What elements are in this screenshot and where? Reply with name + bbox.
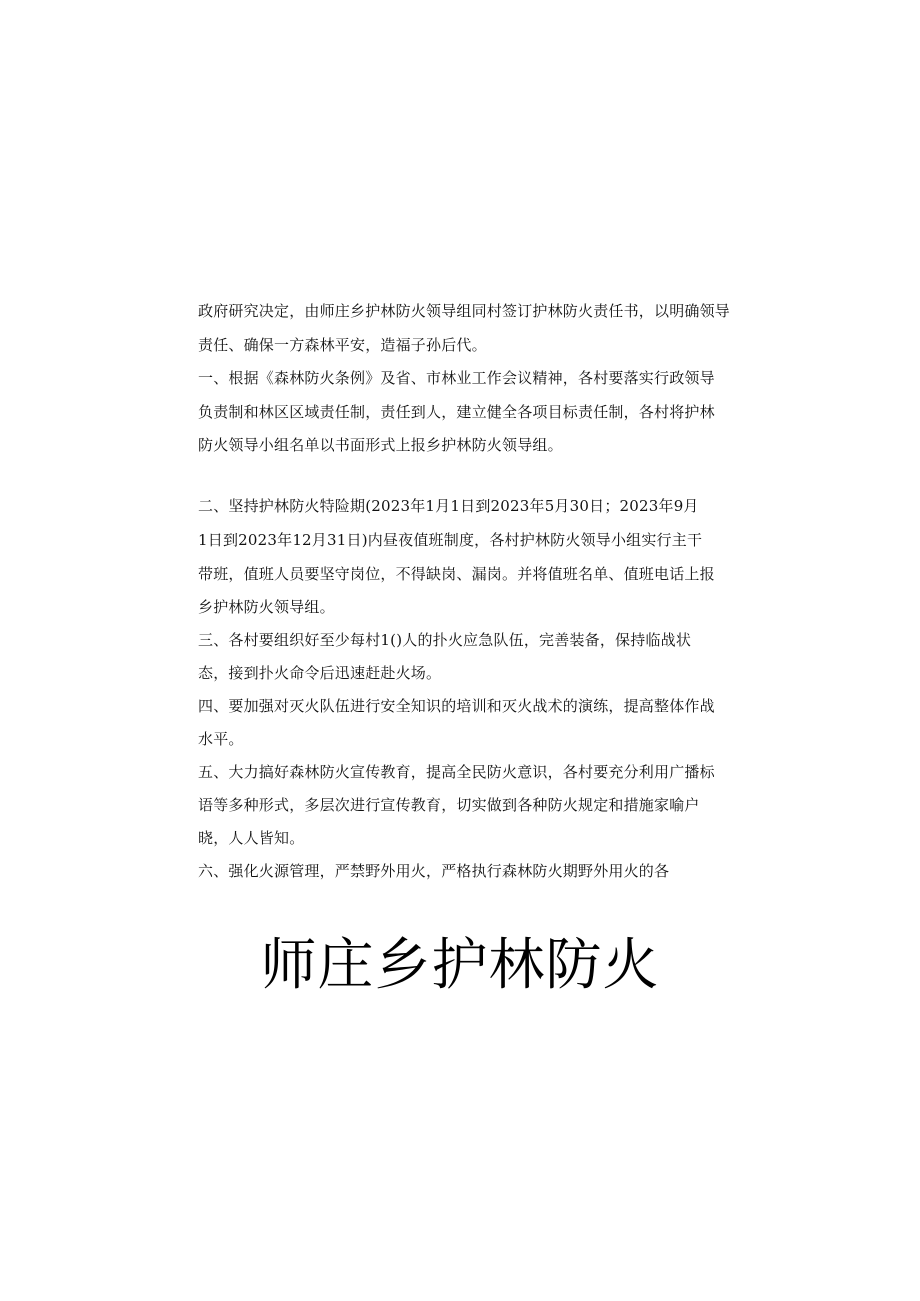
- body-line: 乡护林防火领导组。: [198, 598, 335, 616]
- body-line: 责任、确保一方森林平安，造福子孙后代。: [198, 336, 487, 354]
- body-line: 语等多种形式，多层次进行宣传教育，切实做到各种防火规定和措施家喻户: [198, 796, 700, 814]
- body-line: 态，接到扑火命令后迅速赶赴火场。: [198, 664, 442, 682]
- body-line: 防火领导小组名单以书面形式上报乡护林防火领导组。: [198, 436, 563, 454]
- body-line: 六、强化火源管理，严禁野外用火，严格执行森林防火期野外用火的各: [198, 862, 670, 880]
- body-line: 四、要加强对灭火队伍进行安全知识的培训和灭火战术的演练，提高整体作战: [198, 697, 715, 715]
- document-title: 师庄乡护林防火: [260, 933, 660, 998]
- body-line: 政府研究决定，由师庄乡护林防火领导组同村签订护林防火责任书，以明确领导: [198, 302, 731, 320]
- body-line: 带班，值班人员要坚守岗位，不得缺岗、漏岗。并将值班名单、值班电话上报: [198, 565, 715, 583]
- body-line: 三、各村要组织好至少每村1()人的扑火应急队伍，完善装备，保持临战状: [198, 631, 692, 649]
- body-line: 负责制和林区区域责任制，责任到人，建立健全各项目标责任制，各村将护林: [198, 403, 715, 421]
- body-line: 1日到2023年12月31日)内昼夜值班制度，各村护林防火领导小组实行主干: [198, 531, 703, 549]
- body-line: 五、大力搞好森林防火宣传教育，提高全民防火意识，各村要充分利用广播标: [198, 763, 715, 781]
- body-line: 水平。: [198, 730, 244, 748]
- body-line: 一、根据《森林防火条例》及省、市林业工作会议精神，各村要落实行政领导: [198, 369, 715, 387]
- body-line: 二、坚持护林防火特险期(2023年1月1日到2023年5月30日；2023年9月: [198, 497, 699, 515]
- body-line: 晓，人人皆知。: [198, 829, 305, 847]
